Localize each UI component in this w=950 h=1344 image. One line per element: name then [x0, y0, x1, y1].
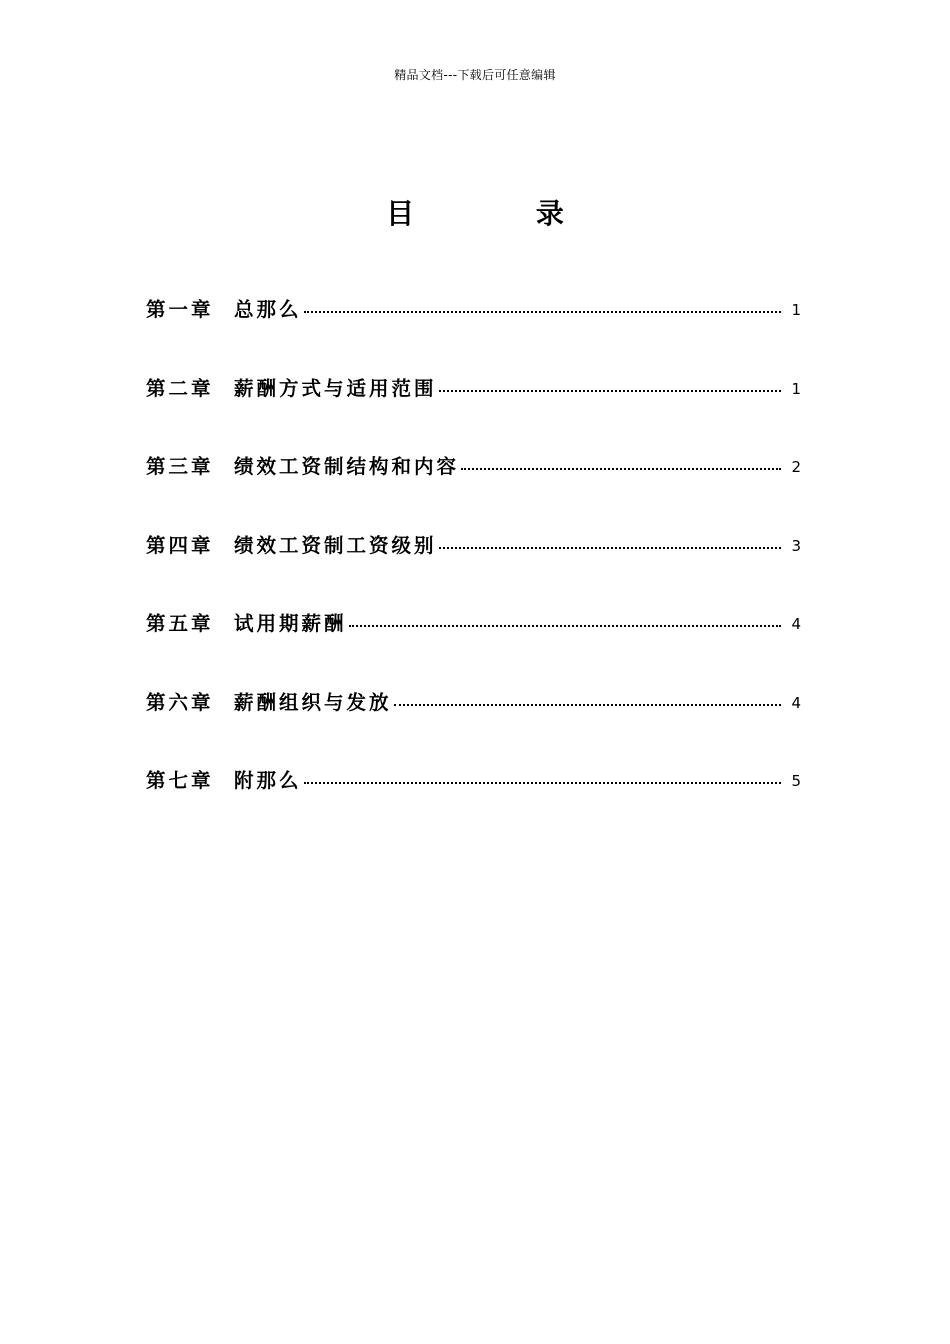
chapter-number: 第二章 [146, 376, 214, 400]
toc-entry[interactable] [146, 604, 801, 636]
dot-leader [461, 468, 781, 470]
dot-leader [439, 390, 782, 392]
page-number: 4 [791, 615, 801, 633]
chapter-title: 薪酬方式与适用范围 [234, 376, 437, 400]
dot-leader [394, 704, 782, 706]
toc-list [146, 290, 801, 840]
page-number: 3 [791, 536, 801, 555]
dot-leader [439, 547, 782, 549]
chapter-title: 绩效工资制工资级别 [234, 533, 437, 557]
chapter-title: 绩效工资制结构和内容 [234, 455, 460, 478]
chapter-number: 第七章 [146, 769, 214, 792]
page-number: 2 [791, 458, 801, 476]
toc-entry[interactable] [146, 290, 801, 322]
chapter-title: 附那么 [234, 769, 302, 792]
toc-entry[interactable] [146, 761, 801, 793]
chapter-number: 第六章 [146, 690, 214, 714]
chapter-title: 薪酬组织与发放 [234, 690, 392, 714]
chapter-number: 第四章 [146, 533, 214, 557]
toc-entry[interactable] [146, 369, 801, 401]
page-number: 4 [791, 693, 801, 712]
chapter-number: 第一章 [146, 298, 214, 321]
toc-entry[interactable] [146, 683, 801, 715]
page-number: 1 [791, 379, 801, 398]
page-number: 5 [791, 772, 801, 790]
chapter-number: 第五章 [146, 612, 214, 635]
chapter-number: 第三章 [146, 455, 214, 478]
toc-entry[interactable] [146, 447, 801, 479]
dot-leader [304, 782, 782, 784]
page-number: 1 [791, 301, 801, 319]
dot-leader [349, 625, 782, 627]
toc-entry[interactable] [146, 526, 801, 558]
dot-leader [304, 311, 782, 313]
chapter-title: 总那么 [234, 298, 302, 321]
chapter-title: 试用期薪酬 [234, 612, 347, 635]
toc-title: 目 录 [386, 197, 620, 230]
page-header: 精品文档---下载后可任意编辑 [394, 68, 556, 82]
